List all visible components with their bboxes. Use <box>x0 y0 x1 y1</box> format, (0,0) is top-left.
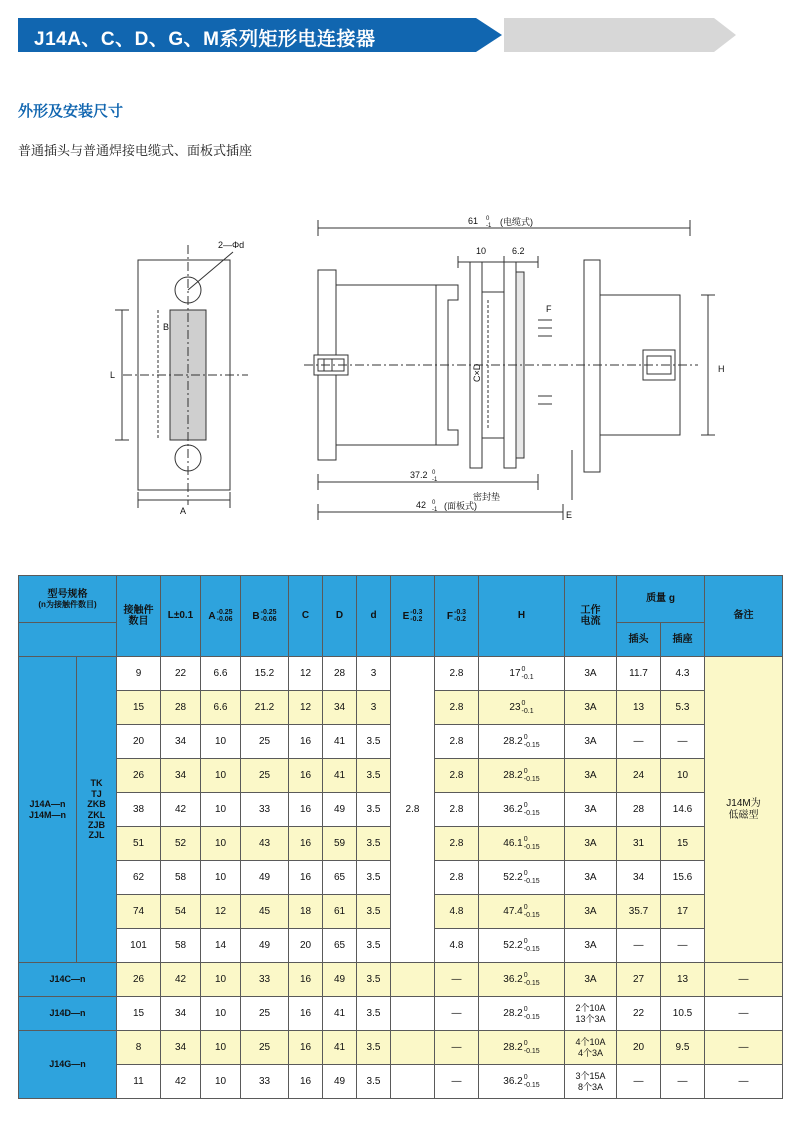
cell-contacts: 9 <box>117 657 161 691</box>
cell-C: 20 <box>289 929 323 963</box>
th-d: d <box>357 576 391 657</box>
cell-d: 3.5 <box>357 861 391 895</box>
cell-contacts: 26 <box>117 759 161 793</box>
cell-H: 52.2 0 -0.15 <box>479 861 565 895</box>
cell-B: 45 <box>241 895 289 929</box>
cell-d: 3.5 <box>357 1031 391 1065</box>
cell-B: 25 <box>241 1031 289 1065</box>
cell-current: 3A <box>565 929 617 963</box>
label-hole: 2—Φd <box>218 240 245 250</box>
label-B: B <box>163 322 170 332</box>
cell-B: 49 <box>241 861 289 895</box>
cell-D: 65 <box>323 929 357 963</box>
th-mass: 质量 g <box>617 576 705 623</box>
cell-A: 10 <box>201 861 241 895</box>
cell-current: 4个10A 4个3A <box>565 1031 617 1065</box>
cell-socket: 5.3 <box>661 691 705 725</box>
th-E: E -0.3 -0.2 <box>391 576 435 657</box>
cell-current: 2个10A 13个3A <box>565 997 617 1031</box>
cell-socket: 4.3 <box>661 657 705 691</box>
cell-d: 3.5 <box>357 963 391 997</box>
cell-F: — <box>435 1065 479 1099</box>
cell-L: 34 <box>161 997 201 1031</box>
cell-H: 28.2 0 -0.15 <box>479 1031 565 1065</box>
cell-current: 3A <box>565 895 617 929</box>
label-H: H <box>718 364 725 374</box>
cell-D: 49 <box>323 793 357 827</box>
cell-remark: — <box>705 997 783 1031</box>
cell-D: 41 <box>323 759 357 793</box>
cell-d: 3.5 <box>357 827 391 861</box>
th-remark: 备注 <box>705 576 783 657</box>
cell-remark: — <box>705 963 783 997</box>
svg-text:-1: -1 <box>432 507 438 513</box>
cell-d: 3.5 <box>357 1065 391 1099</box>
cell-E <box>391 1031 435 1065</box>
th-D: D <box>323 576 357 657</box>
cell-D: 61 <box>323 895 357 929</box>
cell-C: 12 <box>289 657 323 691</box>
cell-contacts: 38 <box>117 793 161 827</box>
cell-remark: — <box>705 1031 783 1065</box>
cell-socket: 10.5 <box>661 997 705 1031</box>
cell-H: 46.1 0 -0.15 <box>479 827 565 861</box>
cell-remark: — <box>705 1065 783 1099</box>
cell-d: 3.5 <box>357 793 391 827</box>
cell-F: 4.8 <box>435 929 479 963</box>
cell-d: 3.5 <box>357 929 391 963</box>
cell-C: 16 <box>289 725 323 759</box>
cell-L: 58 <box>161 861 201 895</box>
cell-current: 3A <box>565 827 617 861</box>
th-current: 工作 电流 <box>565 576 617 657</box>
cell-D: 28 <box>323 657 357 691</box>
cell-H: 23 0 -0.1 <box>479 691 565 725</box>
th-F: F -0.3 -0.2 <box>435 576 479 657</box>
cell-contacts: 62 <box>117 861 161 895</box>
cell-C: 16 <box>289 963 323 997</box>
cell-A: 14 <box>201 929 241 963</box>
cell-C: 16 <box>289 1065 323 1099</box>
cell-D: 41 <box>323 997 357 1031</box>
cell-contacts: 51 <box>117 827 161 861</box>
cell-L: 34 <box>161 759 201 793</box>
cell-H: 28.2 0 -0.15 <box>479 725 565 759</box>
label-42-note: (面板式) <box>444 501 477 511</box>
cell-A: 10 <box>201 1031 241 1065</box>
cell-H: 36.2 0 -0.15 <box>479 1065 565 1099</box>
cell-plug: 35.7 <box>617 895 661 929</box>
cell-C: 16 <box>289 1031 323 1065</box>
cell-F: 2.8 <box>435 691 479 725</box>
cell-B: 33 <box>241 963 289 997</box>
banner-grey-arrow <box>714 18 736 52</box>
label-61: 61 <box>468 216 479 226</box>
th-model <box>19 576 117 623</box>
cell-socket: 15 <box>661 827 705 861</box>
cell-F: 2.8 <box>435 861 479 895</box>
table-row <box>19 997 783 1031</box>
spec-table-wrapper <box>18 575 782 1099</box>
cell-L: 58 <box>161 929 201 963</box>
cell-E-merged: 2.8 <box>391 657 435 963</box>
cell-C: 16 <box>289 759 323 793</box>
cell-socket: 17 <box>661 895 705 929</box>
spec-table <box>18 575 783 1099</box>
cell-D: 41 <box>323 1031 357 1065</box>
cell-E <box>391 997 435 1031</box>
label-42: 42 <box>416 500 427 510</box>
cell-B: 25 <box>241 725 289 759</box>
label-L: L <box>110 370 116 380</box>
cell-C: 18 <box>289 895 323 929</box>
label-61-note: (电缆式) <box>500 217 533 227</box>
th-H: H <box>479 576 565 657</box>
cell-L: 42 <box>161 793 201 827</box>
page-header-banner <box>18 18 782 52</box>
cell-plug: 11.7 <box>617 657 661 691</box>
cell-plug: 20 <box>617 1031 661 1065</box>
cell-socket: 13 <box>661 963 705 997</box>
table-header-row-1 <box>19 576 783 623</box>
cell-current: 3个15A 8个3A <box>565 1065 617 1099</box>
th-B: B -0.25 -0.06 <box>241 576 289 657</box>
cell-E <box>391 1065 435 1099</box>
group-label-c: J14C—n <box>19 963 117 997</box>
svg-text:-1: -1 <box>432 477 438 483</box>
cell-current: 3A <box>565 691 617 725</box>
cell-F: 2.8 <box>435 725 479 759</box>
cell-contacts: 8 <box>117 1031 161 1065</box>
cell-C: 16 <box>289 997 323 1031</box>
banner-blue-arrow <box>476 18 502 52</box>
group-label-d: J14D—n <box>19 997 117 1031</box>
label-6-2: 6.2 <box>512 246 525 256</box>
th-contacts-l2: 数目 <box>128 616 149 627</box>
table-row <box>19 1031 783 1065</box>
cell-H: 28.2 0 -0.15 <box>479 997 565 1031</box>
table-row <box>19 963 783 997</box>
cell-A: 6.6 <box>201 657 241 691</box>
cell-remark: J14M为 低磁型 <box>705 657 783 963</box>
cell-current: 3A <box>565 725 617 759</box>
cell-socket: 10 <box>661 759 705 793</box>
label-E: E <box>566 510 573 520</box>
cell-d: 3.5 <box>357 895 391 929</box>
cell-socket: 15.6 <box>661 861 705 895</box>
table-row <box>19 657 783 691</box>
cell-F: 2.8 <box>435 793 479 827</box>
cell-plug: 34 <box>617 861 661 895</box>
th-socket: 插座 <box>661 623 705 657</box>
cell-D: 49 <box>323 1065 357 1099</box>
cell-H: 28.2 0 -0.15 <box>479 759 565 793</box>
cell-L: 52 <box>161 827 201 861</box>
cell-contacts: 74 <box>117 895 161 929</box>
cell-F: 2.8 <box>435 759 479 793</box>
cell-socket: 14.6 <box>661 793 705 827</box>
cell-socket: 9.5 <box>661 1031 705 1065</box>
cell-socket: — <box>661 1065 705 1099</box>
cell-plug: 22 <box>617 997 661 1031</box>
cell-B: 33 <box>241 1065 289 1099</box>
cell-d: 3.5 <box>357 997 391 1031</box>
cell-F: 4.8 <box>435 895 479 929</box>
banner-grey-block <box>504 18 714 52</box>
cell-L: 34 <box>161 1031 201 1065</box>
cell-A: 10 <box>201 793 241 827</box>
cell-d: 3 <box>357 657 391 691</box>
cell-A: 10 <box>201 725 241 759</box>
cell-D: 49 <box>323 963 357 997</box>
th-contacts <box>117 576 161 657</box>
cell-L: 22 <box>161 657 201 691</box>
cell-plug: 28 <box>617 793 661 827</box>
cell-current: 3A <box>565 861 617 895</box>
cell-plug: 13 <box>617 691 661 725</box>
cell-socket: — <box>661 929 705 963</box>
cell-A: 10 <box>201 1065 241 1099</box>
cell-A: 10 <box>201 759 241 793</box>
label-F: F <box>546 304 552 314</box>
svg-text:0: 0 <box>432 500 436 506</box>
table-body <box>19 657 783 1099</box>
cell-H: 47.4 0 -0.15 <box>479 895 565 929</box>
cell-F: 2.8 <box>435 827 479 861</box>
page-title: J14A、C、D、G、M系列矩形电连接器 <box>34 29 376 50</box>
cell-d: 3.5 <box>357 759 391 793</box>
cell-H: 17 0 -0.1 <box>479 657 565 691</box>
outline-dimension-drawing <box>18 200 782 550</box>
th-plug: 插头 <box>617 623 661 657</box>
th-model-spacer <box>19 623 117 657</box>
cell-H: 36.2 0 -0.15 <box>479 963 565 997</box>
cell-F: — <box>435 1031 479 1065</box>
cell-plug: — <box>617 725 661 759</box>
cell-C: 16 <box>289 827 323 861</box>
cell-contacts: 15 <box>117 691 161 725</box>
group-label-g: J14G—n <box>19 1031 117 1099</box>
section-title: 外形及安装尺寸 <box>18 103 124 120</box>
th-L: L±0.1 <box>161 576 201 657</box>
cell-D: 65 <box>323 861 357 895</box>
cell-A: 10 <box>201 827 241 861</box>
cell-contacts: 15 <box>117 997 161 1031</box>
cell-C: 12 <box>289 691 323 725</box>
cell-current: 3A <box>565 657 617 691</box>
cell-B: 33 <box>241 793 289 827</box>
cell-F: 2.8 <box>435 657 479 691</box>
cell-H: 52.2 0 -0.15 <box>479 929 565 963</box>
cell-D: 41 <box>323 725 357 759</box>
cell-A: 10 <box>201 963 241 997</box>
svg-text:0: 0 <box>432 470 436 476</box>
cell-plug: — <box>617 1065 661 1099</box>
cell-socket: — <box>661 725 705 759</box>
cell-plug: 31 <box>617 827 661 861</box>
th-C: C <box>289 576 323 657</box>
cell-B: 25 <box>241 759 289 793</box>
cell-L: 54 <box>161 895 201 929</box>
cell-L: 42 <box>161 1065 201 1099</box>
cell-current: 3A <box>565 793 617 827</box>
cell-plug: 24 <box>617 759 661 793</box>
label-A: A <box>180 506 187 516</box>
cell-B: 25 <box>241 997 289 1031</box>
cell-B: 15.2 <box>241 657 289 691</box>
th-model-sub: (n为接触件数目) <box>38 600 97 610</box>
cell-C: 16 <box>289 793 323 827</box>
cell-contacts: 101 <box>117 929 161 963</box>
cell-D: 34 <box>323 691 357 725</box>
group-types: TK TJ ZKB ZKL ZJB ZJL <box>77 657 117 963</box>
cell-F: — <box>435 997 479 1031</box>
cell-B: 49 <box>241 929 289 963</box>
label-seal: 密封垫 <box>473 492 501 502</box>
cell-current: 3A <box>565 759 617 793</box>
cell-A: 12 <box>201 895 241 929</box>
cell-A: 10 <box>201 997 241 1031</box>
cell-L: 34 <box>161 725 201 759</box>
cell-plug: 27 <box>617 963 661 997</box>
cell-plug: — <box>617 929 661 963</box>
cell-B: 21.2 <box>241 691 289 725</box>
cell-C: 16 <box>289 861 323 895</box>
label-37-2: 37.2 <box>410 470 428 480</box>
group-label-a-m: J14A—n J14M—n <box>19 657 77 963</box>
cell-d: 3.5 <box>357 725 391 759</box>
cell-contacts: 11 <box>117 1065 161 1099</box>
th-contacts-l1: 接触件 <box>123 604 154 616</box>
cell-D: 59 <box>323 827 357 861</box>
th-model-main: 型号规格 <box>47 588 88 600</box>
cell-contacts: 26 <box>117 963 161 997</box>
label-CxD: C×D <box>472 363 482 382</box>
label-10: 10 <box>476 246 487 256</box>
svg-text:0: 0 <box>486 216 490 222</box>
cell-d: 3 <box>357 691 391 725</box>
cell-contacts: 20 <box>117 725 161 759</box>
cell-A: 6.6 <box>201 691 241 725</box>
svg-text:-1: -1 <box>486 223 492 229</box>
cell-B: 43 <box>241 827 289 861</box>
cell-L: 42 <box>161 963 201 997</box>
cell-L: 28 <box>161 691 201 725</box>
section-subtitle: 普通插头与普通焊接电缆式、面板式插座 <box>18 143 253 158</box>
table-row <box>19 1065 783 1099</box>
cell-H: 36.2 0 -0.15 <box>479 793 565 827</box>
cell-current: 3A <box>565 963 617 997</box>
cell-E <box>391 963 435 997</box>
cell-F: — <box>435 963 479 997</box>
th-A: A -0.25 -0.06 <box>201 576 241 657</box>
